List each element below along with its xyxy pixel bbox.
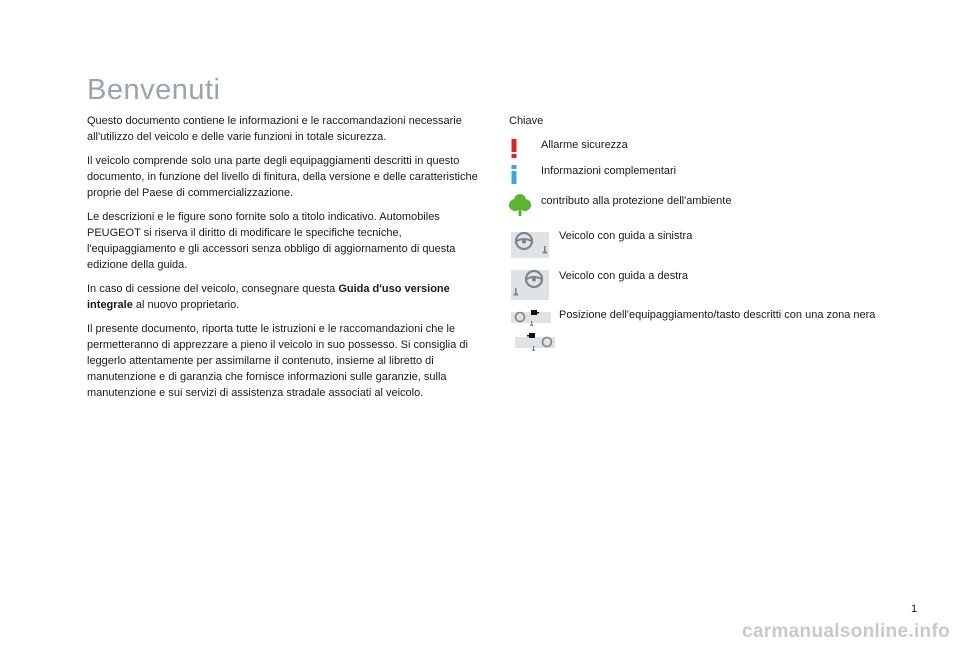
page-number: 1 xyxy=(911,603,918,615)
intro-p4-start: In caso di cessione del veicolo, consegnare questa xyxy=(87,283,339,295)
legend-item-environment xyxy=(509,193,929,221)
left-hand-drive-icon xyxy=(509,228,551,260)
equipment-position-icon xyxy=(509,307,557,355)
intro-paragraph-2: Il veicolo comprende solo una parte degli equipaggiamenti descritti in questo documento, in funzione del livello di finitura, della versione e delle caratteristiche proprie del Paese di commercializzazione. xyxy=(87,155,478,199)
legend-item-right-hand-drive xyxy=(509,268,929,304)
legend-label-left-hand-drive: Veicolo con guida a sinistra xyxy=(559,230,693,242)
legend-label-equipment-position: Posizione dell'equipaggiamento/tasto descritti con una zona nera xyxy=(559,309,876,321)
environment-leaf-icon xyxy=(509,193,531,217)
page-title: Benvenuti xyxy=(87,74,221,106)
legend-item-left-hand-drive xyxy=(509,228,929,264)
watermark: carmanualsonline.info xyxy=(742,621,950,642)
legend-item-warning xyxy=(509,137,929,165)
intro-paragraph-1: Questo documento contiene le informazioni e le raccomandazioni necessarie all'utilizzo del veicolo e delle varie funzioni in totale sicurezza. xyxy=(87,115,462,143)
legend-label-info: Informazioni complementari xyxy=(541,165,677,177)
legend-label-warning: Allarme sicurezza xyxy=(541,139,628,151)
legend-item-equipment-position xyxy=(509,307,929,357)
right-hand-drive-icon xyxy=(509,268,551,302)
legend-label-environment: contributo alla protezione dell'ambiente xyxy=(541,195,732,207)
info-i-icon xyxy=(509,163,519,185)
intro-text xyxy=(87,113,492,409)
intro-paragraph-4 xyxy=(87,281,492,313)
legend-label-right-hand-drive: Veicolo con guida a destra xyxy=(559,270,689,282)
intro-paragraph-5: Il presente documento, riporta tutte le istruzioni e le raccomandazioni che le permetteranno di apprezzare a pieno il veicolo in suo possesso. Si consiglia di leggerlo attentamente per assimilarne il contenuto, insieme al libretto di manutenzione e di garanzia che fornisce informazioni sulle garanzie, sulla manutenzione e sui servizi di assistenza stradale associati al veicolo. xyxy=(87,323,468,399)
intro-p4-bold: Guida d'uso versione integrale xyxy=(87,283,450,311)
intro-paragraph-3: Le descrizioni e le figure sono fornite solo a titolo indicativo. Automobiles PEUGEOT si riserva il diritto di modificare le specifiche tecniche, l'equipaggiamento e gli accessori senza obbligo di aggiornamento di questa edizione della guida. xyxy=(87,211,456,271)
legend-item-info xyxy=(509,163,929,191)
intro-p4-end: al nuovo proprietario. xyxy=(132,299,240,311)
warning-exclamation-icon xyxy=(509,137,519,159)
legend-title: Chiave xyxy=(509,115,544,127)
